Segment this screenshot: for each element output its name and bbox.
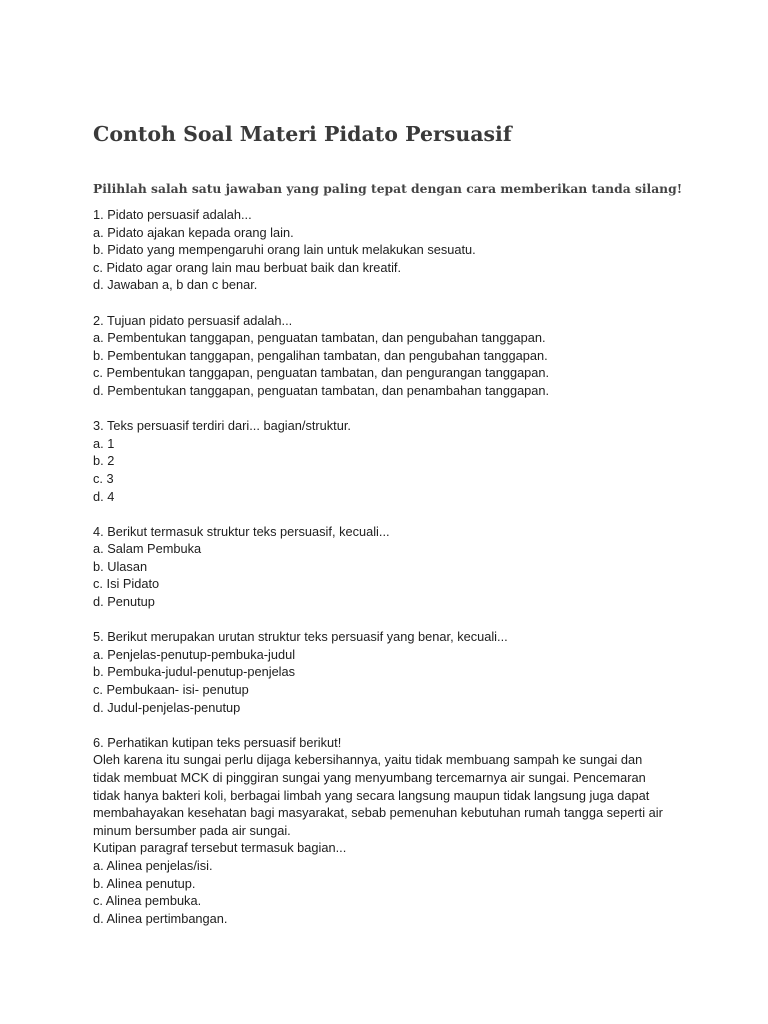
answer-option: d. Alinea pertimbangan. [93, 910, 228, 926]
answer-option: d. Pembentukan tanggapan, penguatan tambatan, dan penambahan tanggapan. [93, 382, 550, 398]
question-stem: 3. Teks persuasif terdiri dari... bagian/struktur. [93, 418, 351, 434]
document-title: Contoh Soal Materi Pidato Persuasif [93, 122, 512, 146]
answer-option: a. Pembentukan tanggapan, penguatan tambatan, dan pengubahan tanggapan. [93, 330, 546, 346]
answer-option: c. Pidato agar orang lain mau berbuat baik dan kreatif. [93, 259, 402, 275]
question-stem: 4. Berikut termasuk struktur teks persuasif, kecuali... [93, 523, 390, 539]
answer-option: c. 3 [93, 470, 114, 486]
question-4 [93, 523, 733, 611]
answer-option: c. Alinea pembuka. [93, 893, 202, 909]
answer-option: d. Jawaban a, b dan c benar. [93, 277, 258, 293]
passage-line: tidak hanya bakteri koli, berbagai limbah yang secara langsung maupun tidak langsung juga dapat [93, 787, 650, 803]
answer-option: c. Isi Pidato [93, 576, 160, 592]
answer-option: a. Alinea penjelas/isi. [93, 857, 213, 873]
answer-option: c. Pembukaan- isi- penutup [93, 682, 249, 698]
answer-option: d. 4 [93, 488, 115, 504]
answer-option: a. Pidato ajakan kepada orang lain. [93, 224, 294, 240]
answer-option: b. Pidato yang mempengaruhi orang lain untuk melakukan sesuatu. [93, 242, 476, 258]
question-1 [93, 206, 733, 294]
question-list [93, 206, 733, 945]
question-6 [93, 734, 733, 928]
answer-option: d. Judul-penjelas-penutup [93, 699, 241, 715]
passage-line: Oleh karena itu sungai perlu dijaga kebersihannya, yaitu tidak membuang sampah ke sungai dan [93, 752, 643, 768]
answer-option: b. Alinea penutup. [93, 875, 196, 891]
passage-line: membahayakan kesehatan bagi masyarakat, sebab pemenuhan kebutuhan rumah tangga seperti air [93, 805, 663, 821]
passage-line: tidak membuat MCK di pinggiran sungai yang menyumbang tercemarnya air sungai. Pencemaran [93, 770, 646, 785]
question-stem: 6. Perhatikan kutipan teks persuasif berikut! [93, 734, 342, 750]
instruction-text: Pilihlah salah satu jawaban yang paling tepat dengan cara memberikan tanda silang! [93, 181, 683, 196]
question-stem: 5. Berikut merupakan urutan struktur teks persuasif yang benar, kecuali... [93, 629, 508, 645]
answer-option: b. 2 [93, 453, 115, 469]
answer-option: b. Ulasan [93, 558, 148, 574]
answer-option: a. Penjelas-penutup-pembuka-judul [93, 646, 296, 662]
question-prompt: Kutipan paragraf tersebut termasuk bagian... [93, 840, 347, 856]
answer-option: a. Salam Pembuka [93, 541, 202, 557]
answer-option: d. Penutup [93, 594, 155, 610]
question-3 [93, 417, 733, 505]
question-5 [93, 628, 733, 716]
answer-option: a. 1 [93, 435, 115, 451]
answer-option: c. Pembentukan tanggapan, penguatan tambatan, dan pengurangan tanggapan. [93, 365, 550, 381]
answer-option: b. Pembuka-judul-penutup-penjelas [93, 664, 296, 680]
question-2 [93, 312, 733, 400]
answer-option: b. Pembentukan tanggapan, pengalihan tambatan, dan pengubahan tanggapan. [93, 347, 548, 363]
question-stem: 2. Tujuan pidato persuasif adalah... [93, 312, 293, 328]
passage-line: minum bersumber pada air sungai. [93, 822, 291, 838]
question-stem: 1. Pidato persuasif adalah... [93, 207, 252, 222]
